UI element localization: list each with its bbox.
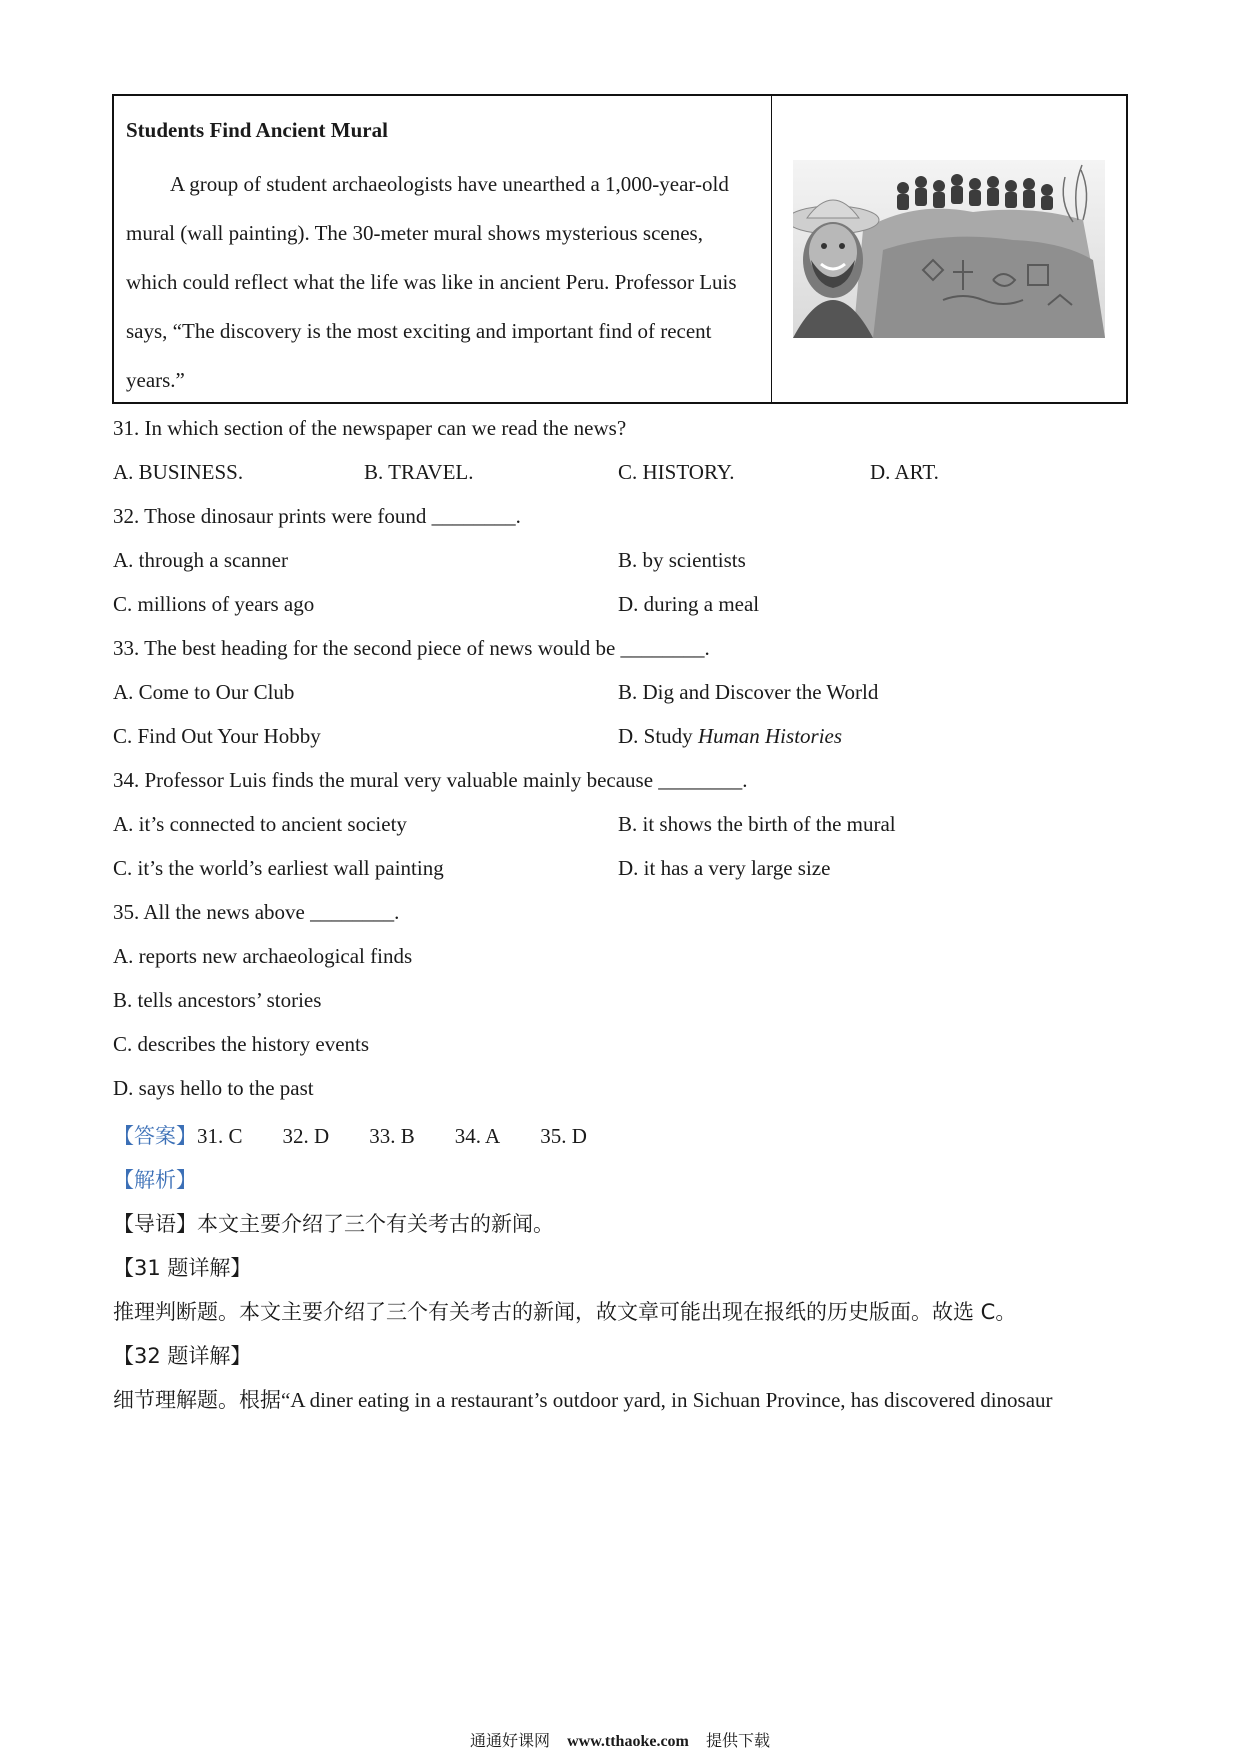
analysis-intro: 【导语】本文主要介绍了三个有关考古的新闻。 [113,1212,554,1236]
analysis-label: 【解析】 [113,1168,197,1192]
question-34-option-d: D. it has a very large size [618,856,831,880]
question-32-option-a: A. through a scanner [113,548,288,572]
answer-line [113,1120,627,1150]
news-box [112,94,1128,404]
analysis-q32-heading: 【32 题详解】 [113,1344,252,1368]
page-footer [0,1728,1240,1751]
news-title: Students Find Ancient Mural [126,118,388,142]
question-35-option-d: D. says hello to the past [113,1076,314,1100]
question-33-option-b: B. Dig and Discover the World [618,680,879,704]
mural-photo [793,160,1105,338]
question-31-option-a: A. BUSINESS. [113,460,244,484]
question-34-option-b: B. it shows the birth of the mural [618,812,896,836]
question-33-stem: 33. The best heading for the second piece of news would be ________. [113,636,710,660]
question-33-option-d-italic: Human Histories [697,724,843,748]
analysis-q32-text: 细节理解题。根据“A diner eating in a restaurant’s outdoor yard, in Sichuan Province, has discovered dinosaur [113,1388,1053,1412]
question-33-option-d-prefix: D. Study [618,724,693,748]
answer-35: 35. D [540,1124,587,1148]
footer-url[interactable]: www.tthaoke.com [567,1733,689,1750]
answer-label: 【答案】 [113,1124,197,1148]
question-35-stem: 35. All the news above ________. [113,900,400,924]
analysis-q31-heading: 【31 题详解】 [113,1256,252,1280]
footer-tail: 提供下载 [705,1731,770,1750]
question-33-option-d [618,724,842,749]
question-35-option-a: A. reports new archaeological finds [113,944,413,968]
answer-31: 31. C [197,1124,243,1148]
question-33-option-c: C. Find Out Your Hobby [113,724,321,748]
question-34-stem: 34. Professor Luis finds the mural very valuable mainly because ________. [113,768,748,792]
question-32-stem: 32. Those dinosaur prints were found ________. [113,504,521,528]
answer-34: 34. A [454,1124,501,1148]
footer-site-name: 通通好课网 [470,1731,551,1750]
news-body: A group of student archaeologists have unearthed a 1,000-year-old mural (wall painting). The 30-meter mural shows mysterious scenes, which could reflect what the life was like in ancient Peru. Professor Luis says, “The discovery is the most exciting and important find of recent years.” [126,172,737,392]
news-text-cell [114,96,772,402]
question-32-option-d: D. during a meal [618,592,760,616]
question-31-option-c: C. HISTORY. [618,460,735,484]
question-35-option-b: B. tells ancestors’ stories [113,988,322,1012]
answer-33: 33. B [369,1124,415,1148]
analysis-q31-text: 推理判断题。本文主要介绍了三个有关考古的新闻，故文章可能出现在报纸的历史版面。故选 C。 [113,1300,1017,1324]
answer-32: 32. D [282,1124,330,1148]
question-31-option-d: D. ART. [870,460,939,484]
question-31-stem: 31. In which section of the newspaper can we read the news? [113,416,627,440]
question-34-option-a: A. it’s connected to ancient society [113,812,407,836]
question-32-option-b: B. by scientists [618,548,746,572]
question-33-option-a: A. Come to Our Club [113,680,295,704]
question-35-option-c: C. describes the history events [113,1032,370,1056]
news-photo-cell [772,96,1126,402]
question-31-option-b: B. TRAVEL. [364,460,474,484]
question-34-option-c: C. it’s the world’s earliest wall painting [113,856,444,880]
question-32-option-c: C. millions of years ago [113,592,315,616]
